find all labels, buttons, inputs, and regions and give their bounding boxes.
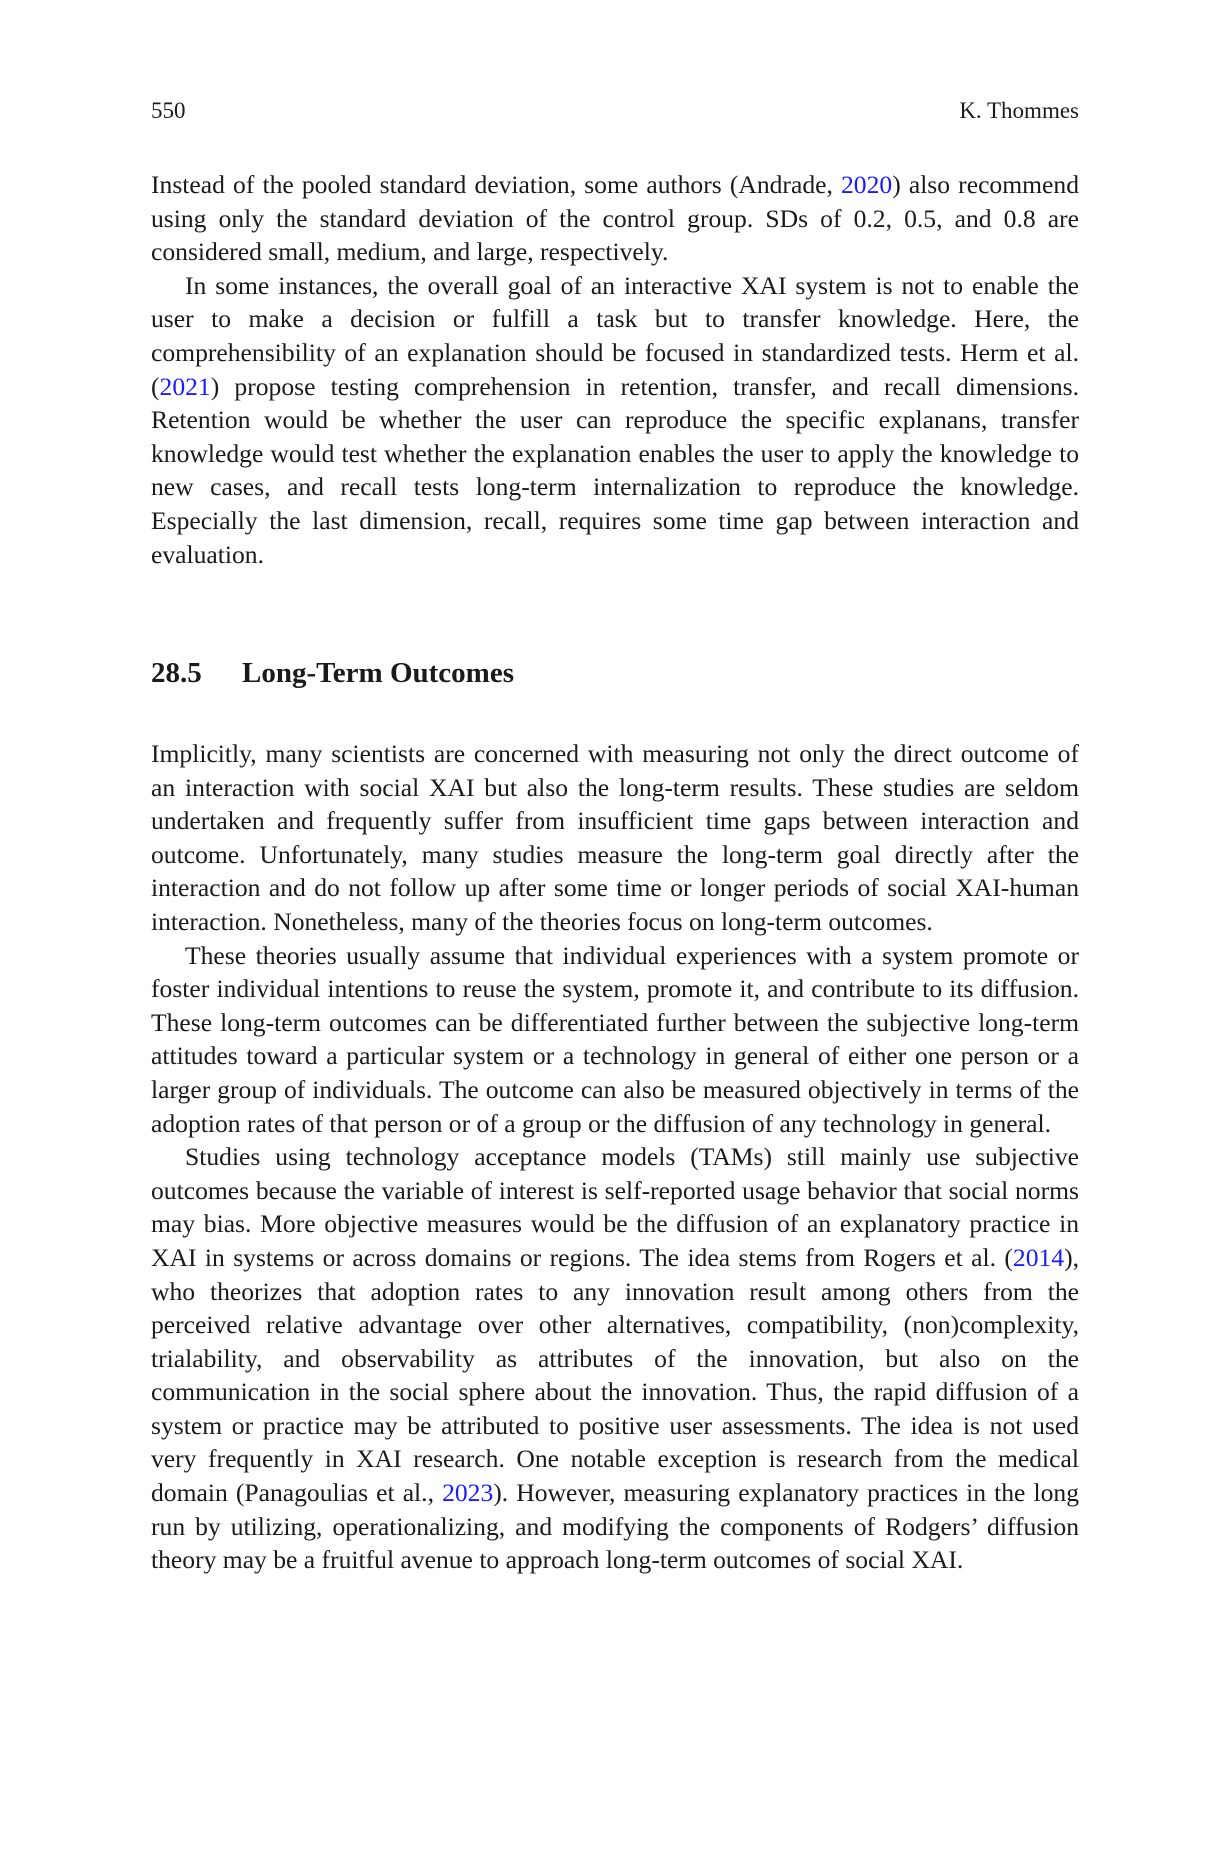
paragraph: [151, 1140, 1079, 1577]
page-number: 550: [151, 98, 186, 123]
citation-link[interactable]: 2021: [159, 371, 211, 401]
paragraph-text: ) also recommend using only the standard deviation of the control group. SDs of 0.2, 0.5, and 0.8 are considered small, medium, and large, respectively.: [151, 170, 1079, 267]
paragraph-text: ) propose testing comprehension in retention, transfer, and recall dimensions. Retention would be whether the user can reproduce the specific explanans, transfer knowledge would test whether the explanation enables the user to apply the knowledge to new cases, and recall tests long-term internalization to reproduce the knowledge. Especially the last dimension, recall, requires some time gap between interaction and evaluation.: [151, 371, 1079, 569]
paragraph: [151, 168, 1079, 269]
paragraph: [151, 737, 1079, 939]
citation-link[interactable]: 2023: [442, 1478, 494, 1508]
paragraph: [151, 939, 1079, 1141]
running-author: K. Thommes: [959, 98, 1079, 123]
paragraph-text: In some instances, the overall goal of an interactive XAI system is not to enable the user to make a decision or fulfill a task but to transfer knowledge. Here, the comprehensibility of an explanation should be focused in standardized tests. Herm et al. (: [151, 270, 1079, 401]
running-head: [151, 96, 1079, 126]
citation-link[interactable]: 2020: [841, 170, 893, 199]
body-text-after-section: [151, 737, 1079, 1577]
body-text-before-section: [151, 168, 1079, 571]
paragraph-text: ), who theorizes that adoption rates to any innovation result among others from the perceived relative advantage over other alternatives, compatibility, (non)complexity, trialability, and observability as attributes of the innovation, but also on the communication in the social sphere about the innovation. Thus, the rapid diffusion of a system or practice may be attributed to positive user assessments. The idea is not used very frequently in XAI research. One notable exception is research from the medical domain (Panagoulias et al.,: [151, 1242, 1079, 1508]
paragraph-text: ). However, measuring explanatory practices in the long run by utilizing, operationalizing, and modifying the components of Rodgers’ diffusion theory may be a fruitful avenue to approach long-term outcomes of social XAI.: [151, 1478, 1079, 1575]
paragraph-text: Instead of the pooled standard deviation, some authors (Andrade,: [151, 170, 841, 199]
paragraph-text: Studies using technology acceptance models (TAMs) still mainly use subjective outcomes because the variable of interest is self-reported usage behavior that social norms may bias. More objective measures would be the diffusion of an explanatory practice in XAI in systems or across domains or regions. The idea stems from Rogers et al. (: [151, 1142, 1079, 1272]
section-title: Long-Term Outcomes: [242, 657, 514, 689]
citation-link[interactable]: 2014: [1012, 1242, 1065, 1272]
section-number: 28.5: [151, 657, 202, 689]
paragraph-text: These theories usually assume that individual experiences with a system promote or foster individual intentions to reuse the system, promote it, and contribute to its diffusion. These long-term outcomes can be differentiated further between the subjective long-term attitudes toward a particular system or a technology in general of either one person or a larger group of individuals. The outcome can also be measured objectively in terms of the adoption rates of that person or of a group or the diffusion of any technology in general.: [151, 940, 1079, 1138]
paragraph-text: Implicitly, many scientists are concerned with measuring not only the direct outcome of an interaction with social XAI but also the long-term results. These studies are seldom undertaken and frequently suffer from insufficient time gaps between interaction and outcome. Unfortunately, many studies measure the long-term goal directly after the interaction and do not follow up after some time or longer periods of social XAI-human interaction. Nonetheless, many of the theories focus on long-term outcomes.: [151, 739, 1079, 936]
section-heading: [151, 655, 514, 691]
paragraph: [151, 269, 1079, 571]
